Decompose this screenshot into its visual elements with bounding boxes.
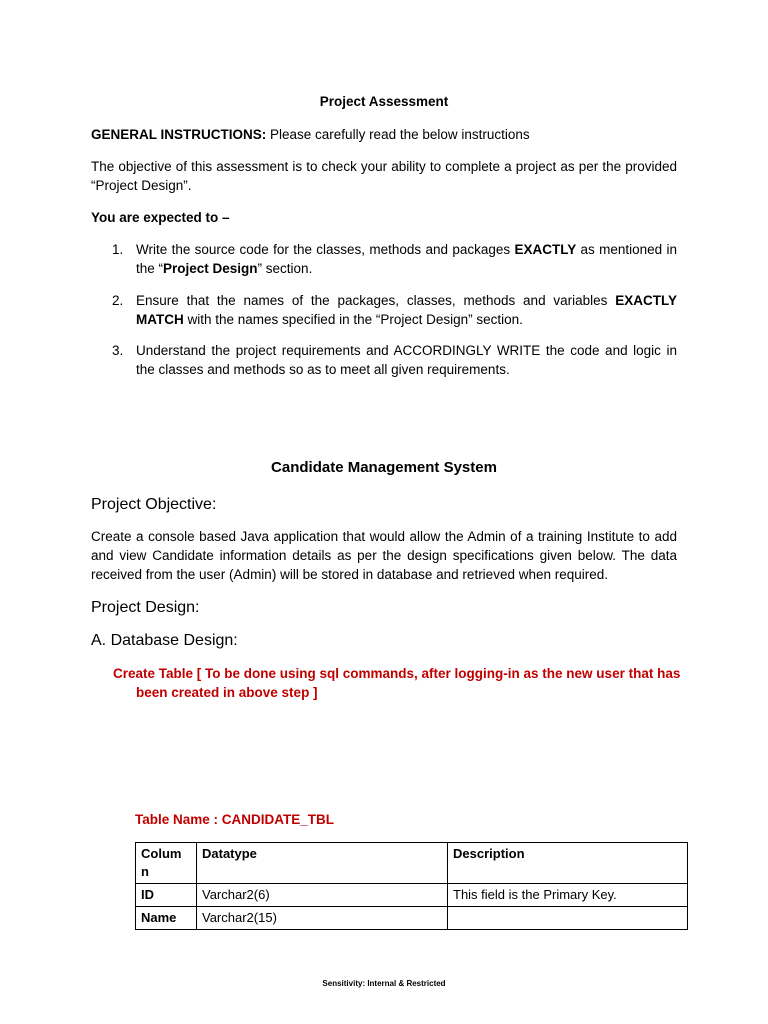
database-design-heading: A. Database Design: xyxy=(91,632,238,649)
create-table-note xyxy=(113,664,683,702)
item-text: Understand the project requirements and ACCORDINGLY WRITE the code and logic in the classes and methods so as to meet all given requirements. xyxy=(136,343,677,377)
project-objective-text: Create a console based Java application that would allow the Admin of a training Institute to add and view Candidate information details as per the design specifications given below. The data received from the user (Admin) will be stored in database and retrieved when required. xyxy=(91,529,677,582)
system-title: Candidate Management System xyxy=(271,459,497,476)
cell-datatype: Varchar2(6) xyxy=(197,884,448,907)
create-table-note-line-1: Create Table [ To be done using sql commands, after logging-in as the new user that has xyxy=(113,666,681,681)
general-instructions-label: GENERAL INSTRUCTIONS: xyxy=(91,127,267,142)
general-instructions xyxy=(91,125,677,144)
table-row xyxy=(136,907,688,930)
header-cell-datatype: Datatype xyxy=(197,843,448,884)
project-objective-heading: Project Objective: xyxy=(91,496,217,513)
item-number: 2. xyxy=(112,293,124,308)
project-design-heading: Project Design: xyxy=(91,599,200,616)
table-name-label: Table Name : CANDIDATE_TBL xyxy=(135,812,335,827)
sensitivity-footer: Sensitivity: Internal & Restricted xyxy=(322,979,446,988)
instruction-item-2 xyxy=(112,291,677,329)
cell-column: ID xyxy=(136,884,197,907)
create-table-note-line-2: been created in above step ] xyxy=(136,685,318,700)
cell-datatype: Varchar2(15) xyxy=(197,907,448,930)
expected-heading: You are expected to – xyxy=(91,210,230,225)
cell-column: Name xyxy=(136,907,197,930)
header-cell-description: Description xyxy=(448,843,688,884)
table-row xyxy=(136,884,688,907)
item-text: Write the source code for the classes, methods and packages EXACTLY as mentioned in the “Project Design” section. xyxy=(136,242,678,276)
item-text: Ensure that the names of the packages, classes, methods and variables EXACTLY MATCH with the names specified in the “Project Design” section. xyxy=(136,293,677,327)
item-number: 3. xyxy=(112,343,124,358)
table-header-row xyxy=(136,843,688,884)
cell-description: This field is the Primary Key. xyxy=(448,884,688,907)
item-number: 1. xyxy=(112,242,124,257)
cell-description xyxy=(448,907,688,930)
document-title: Project Assessment xyxy=(319,94,449,109)
instruction-item-1 xyxy=(112,240,677,278)
general-instructions-text: Please carefully read the below instructions xyxy=(266,127,530,142)
candidate-table xyxy=(135,842,688,930)
instruction-item-3 xyxy=(112,341,677,379)
header-cell-column: Colum n xyxy=(136,843,197,884)
objective-paragraph: The objective of this assessment is to check your ability to complete a project as per the provided “Project Design”. xyxy=(91,159,677,193)
